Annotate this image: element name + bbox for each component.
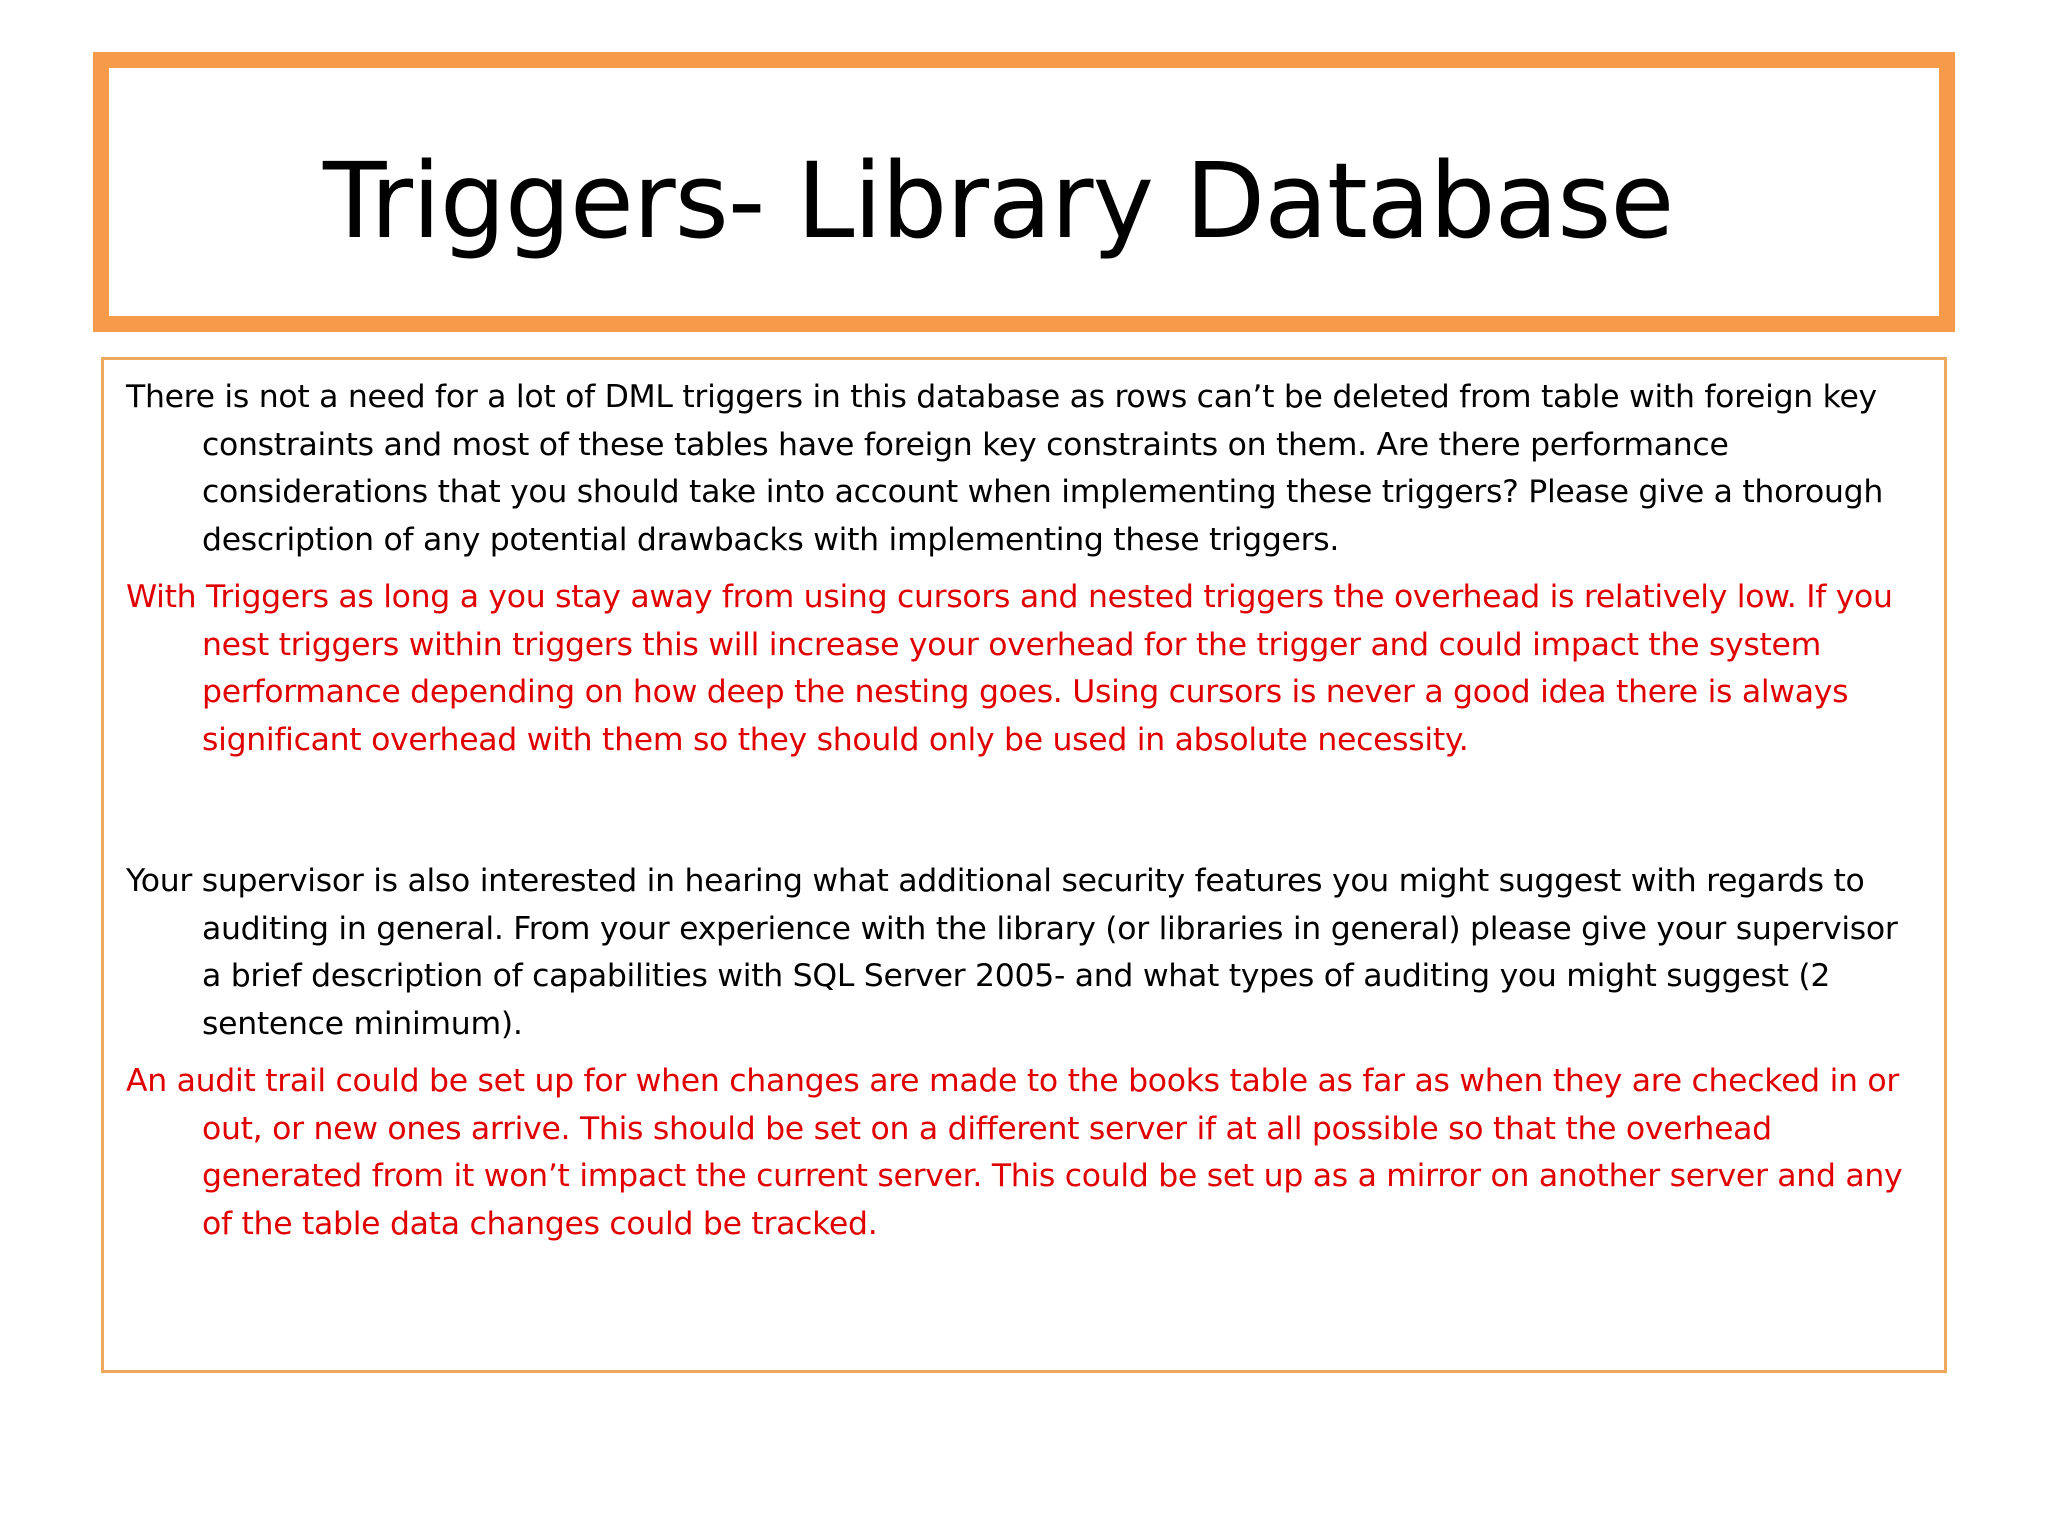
section-spacer — [126, 774, 1920, 858]
slide-title: Triggers- Library Database — [323, 140, 1674, 262]
answer-1-text: With Triggers as long a you stay away from using cursors and nested triggers the overhead is relatively low. If you nest triggers within triggers this will increase your overhead for the trigger and could impact the system performance depending on how deep the nesting goes. Using cursors is never a good idea there is always significant overhead with them so they should only be used in absolute necessity. — [126, 579, 1893, 758]
question-1-text: There is not a need for a lot of DML triggers in this database as rows can’t be deleted from table with foreign key constraints and most of these tables have foreign key constraints on them. Are there performance considerations that you should take into account when implementing these triggers? Please give a thorough description of any potential drawbacks with implementing these triggers. — [126, 379, 1884, 558]
title-frame — [93, 52, 1955, 332]
question-2-text: Your supervisor is also interested in hearing what additional security features you might suggest with regards to auditing in general. From your experience with the library (or libraries in general) please give your supervisor a brief description of capabilities with SQL Server 2005- and what types of auditing you might suggest (2 sentence minimum). — [126, 863, 1898, 1042]
content-frame — [101, 357, 1947, 1373]
answer-2-text: An audit trail could be set up for when changes are made to the books table as far as when they are checked in or out, or new ones arrive. This should be set on a different server if at all possible so that the overhead generated from it won’t impact the current server. This could be set up as a mirror on another server and any of the table data changes could be tracked. — [126, 1063, 1903, 1242]
